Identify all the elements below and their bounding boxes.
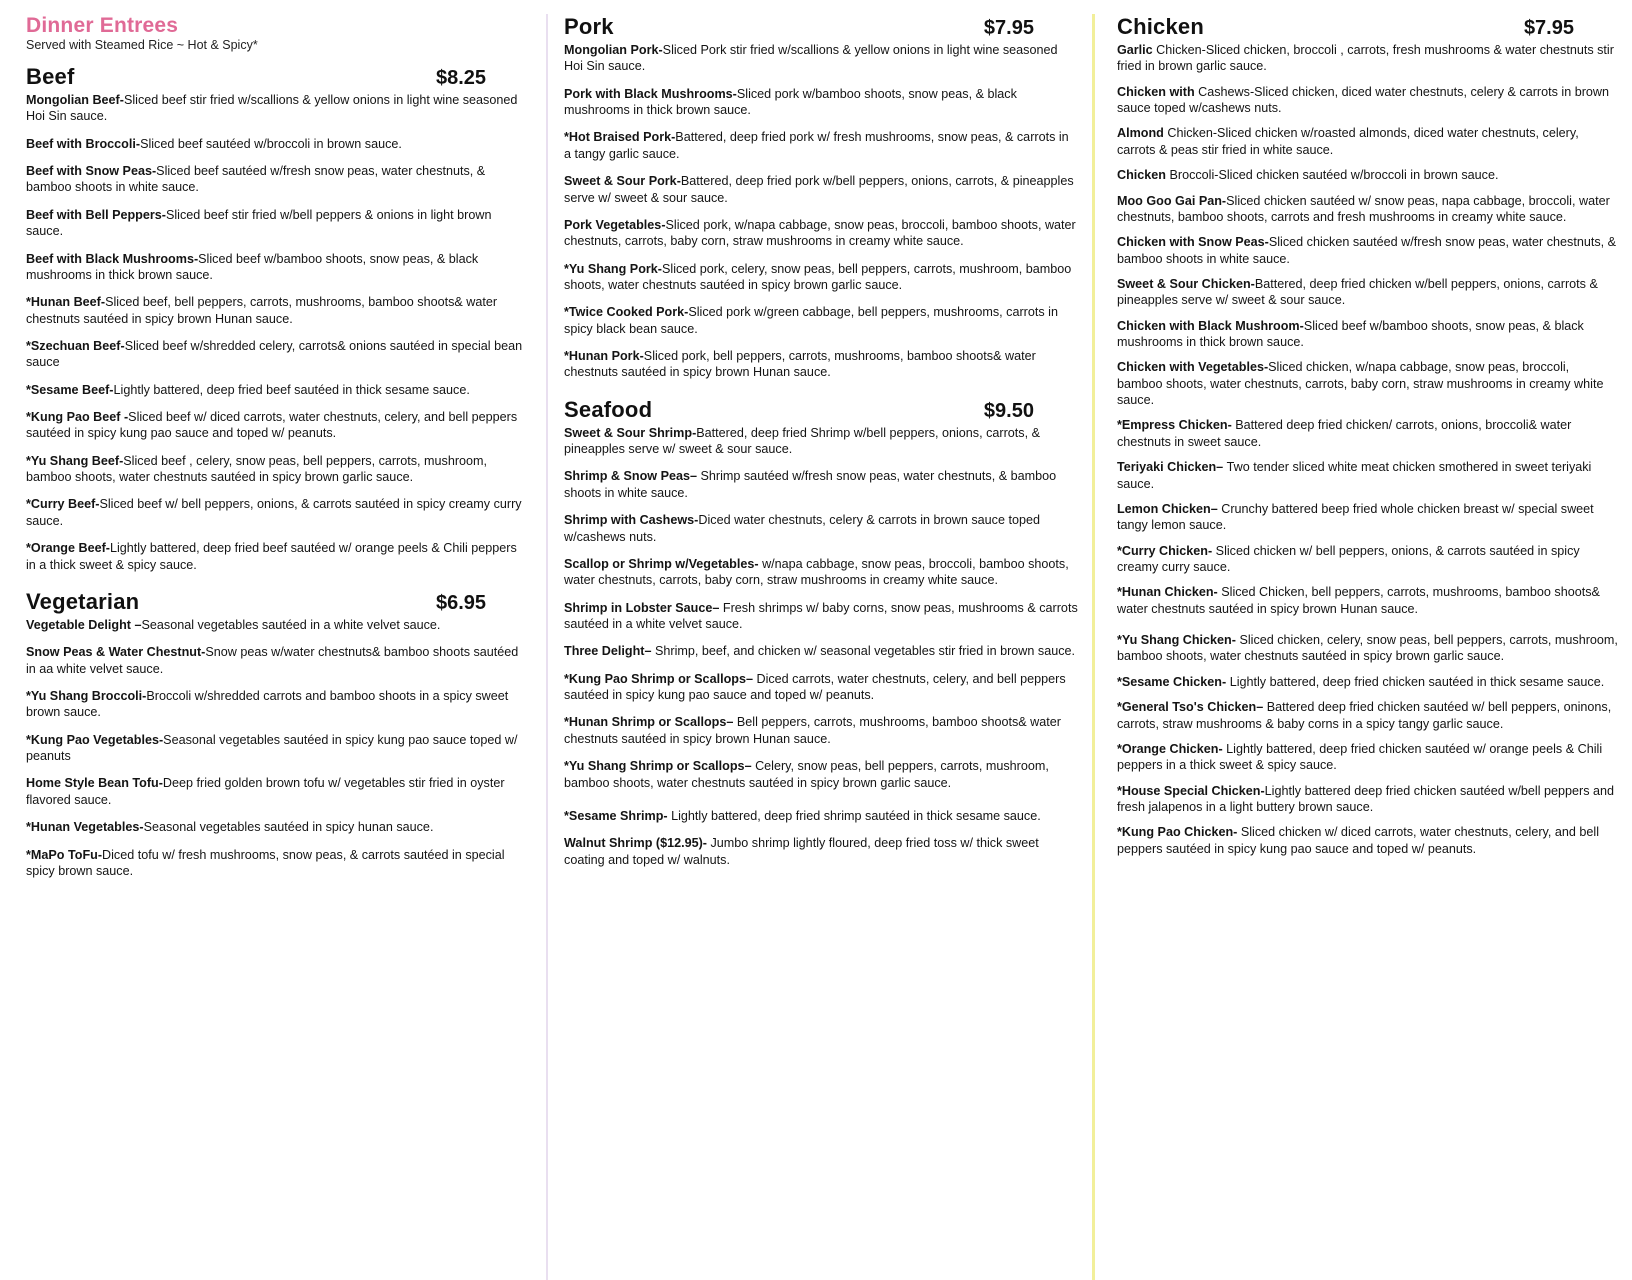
menu-item-name: *Kung Pao Chicken- (1116, 825, 1241, 840)
menu-item (1117, 84, 1618, 117)
menu-item-desc: Sliced pork, bell peppers, carrots, mushrooms, bamboo shoots& water chestnuts sautéed in spicy brown Hunan sauce. (564, 349, 1036, 380)
menu-item (1117, 167, 1618, 183)
item-list-seafood (564, 425, 1078, 868)
menu-item (564, 86, 1078, 119)
menu-item (564, 348, 1078, 381)
menu-item-desc: Sliced Chicken, bell peppers, carrots, mushrooms, bamboo shoots& water chestnuts sautéed in spicy brown Hunan sauce. (1116, 585, 1600, 616)
menu-item (1117, 699, 1618, 732)
section-price-beef: $8.25 (435, 67, 487, 89)
menu-item-name: Shrimp & Snow Peas– (564, 469, 701, 484)
menu-item-name: Walnut Shrimp ($12.95)- (564, 836, 711, 851)
dinner-entrees-header (26, 14, 530, 52)
item-list-beef (26, 92, 530, 573)
menu-item-desc: Seasonal vegetables sautéed in spicy hunan sauce. (143, 820, 434, 835)
menu-item-name: Moo Goo Gai Pan- (1116, 193, 1227, 208)
menu-item-desc: Two tender sliced white meat chicken smothered in sweet teriyaki sauce. (1116, 460, 1592, 491)
menu-item-name: *Sesame Shrimp- (564, 808, 672, 823)
menu-item-name: Teriyaki Chicken– (1116, 460, 1227, 475)
menu-item-name: Beef with Black Mushrooms- (26, 251, 199, 266)
menu-item-desc: Lightly battered, deep fried beef sautéed in thick sesame sauce. (113, 382, 470, 397)
menu-item-name: *Curry Beef- (26, 497, 100, 512)
menu-item-name: Chicken with Snow Peas- (1116, 235, 1269, 250)
menu-item-desc: Sliced beef w/ bell peppers, onions, & carrots sautéed in spicy creamy curry sauce. (26, 497, 522, 528)
menu-item-desc: Sliced beef w/bamboo shoots, snow peas, & black mushrooms in thick brown sauce. (1116, 318, 1584, 350)
menu-item (1117, 783, 1618, 816)
menu-item (26, 294, 530, 327)
menu-item-name: *Yu Shang Chicken- (1116, 633, 1240, 648)
menu-item (26, 251, 530, 284)
menu-item (26, 409, 530, 442)
section-price-pork: $7.95 (983, 17, 1034, 39)
menu-item (26, 819, 530, 835)
menu-item-desc: Sliced beef w/ diced carrots, water chestnuts, celery, and bell peppers sautéed in spicy kung pao sauce and toped w/ peanuts. (26, 410, 518, 441)
menu-item-desc: Sliced chicken, celery, snow peas, bell peppers, carrots, mushroom, bamboo shoots, water chestnuts sautéed in spicy brown garlic sauce. (1116, 633, 1618, 664)
menu-item (26, 207, 530, 240)
menu-item (26, 136, 530, 152)
menu-item-desc: Sliced beef , celery, snow peas, bell peppers, carrots, mushroom, bamboo shoots, water chestnuts sautéed in spicy brown garlic sauce. (26, 453, 488, 485)
menu-item (26, 382, 530, 398)
menu-item-name: Three Delight– (564, 644, 655, 659)
menu-item (1117, 234, 1618, 267)
menu-item-desc: w/napa cabbage, snow peas, broccoli, bamboo shoots, water chestnuts, carrots, baby corn, straw mushrooms in creamy white sauce. (564, 556, 1069, 588)
menu-item-desc: Deep fried golden brown tofu w/ vegetables stir fried in oyster flavored sauce. (26, 776, 505, 807)
menu-item (564, 261, 1078, 294)
menu-item (1117, 543, 1618, 576)
menu-item-name: Scallop or Shrimp w/Vegetables- (564, 556, 763, 571)
item-list-pork (564, 42, 1078, 381)
menu-item (26, 92, 530, 125)
menu-item-name: Sweet & Sour Chicken- (1116, 276, 1255, 291)
menu-item-name: Beef with Bell Peppers- (26, 207, 166, 222)
menu-item (564, 304, 1078, 337)
menu-item (564, 714, 1078, 747)
menu-item-desc: Sliced beef sautéed w/fresh snow peas, water chestnuts, & bamboo shoots in white sauce. (26, 164, 486, 195)
section-header-chicken (1117, 14, 1618, 40)
menu-item (1117, 42, 1618, 75)
column-right (1092, 14, 1624, 1280)
menu-item-name: *Yu Shang Broccoli- (26, 688, 147, 703)
menu-item-name: *Hunan Shrimp or Scallops– (564, 715, 737, 730)
menu-item (26, 496, 530, 529)
menu-item-desc: Broccoli w/shredded carrots and bamboo shoots in a spicy sweet brown sauce. (26, 688, 509, 720)
menu-item-desc: Lightly battered, deep fried chicken sautéed w/ orange peels & Chili peppers in a thick sweet & spicy sauce. (1116, 741, 1603, 773)
menu-item-desc: Lightly battered, deep fried shrimp sautéed in thick sesame sauce. (671, 808, 1041, 823)
menu-item-name: *Curry Chicken- (1116, 543, 1216, 558)
menu-item-desc: Battered deep fried chicken/ carrots, onions, broccoli& water chestnuts in sweet sauce. (1116, 418, 1572, 449)
section-title-seafood: Seafood (564, 396, 653, 422)
menu-item (564, 42, 1078, 75)
menu-item-desc: Sliced beef w/bamboo shoots, snow peas, & black mushrooms in thick brown sauce. (26, 251, 479, 282)
menu-item-name: *Kung Pao Shrimp or Scallops– (564, 671, 757, 686)
menu-item (1117, 824, 1618, 857)
menu-item (1117, 741, 1618, 774)
menu-item (1117, 632, 1618, 665)
menu-item-desc: Battered, deep fried chicken w/bell peppers, onions, carrots & pineapples serve w/ sweet & sour sauce. (1116, 276, 1598, 308)
menu-item-desc: Battered, deep fried pork w/bell peppers, onions, carrots, & pineapples serve w/ sweet & sour sauce. (564, 174, 1074, 205)
menu-item-name: Pork with Black Mushrooms- (564, 86, 737, 101)
menu-item-name: *Hunan Chicken- (1116, 585, 1222, 600)
menu-item-desc: Sliced pork w/green cabbage, bell peppers, mushrooms, carrots in spicy black bean sauce. (564, 305, 1058, 336)
menu-item-name: *Sesame Beef- (26, 382, 114, 397)
menu-item-desc: Diced carrots, water chestnuts, celery, and bell peppers sautéed in spicy kung pao sauce and toped w/ peanuts. (564, 671, 1066, 703)
item-list-vegetarian (26, 617, 530, 879)
menu-item (26, 775, 530, 808)
menu-item (26, 617, 530, 633)
menu-item (1117, 584, 1618, 617)
menu-item (564, 671, 1078, 704)
menu-item (26, 847, 530, 880)
menu-item-desc: Sliced chicken sautéed w/ snow peas, napa cabbage, broccoli, water chestnuts, bamboo shoots, carrots and fresh mushrooms in creamy white sauce. (1116, 193, 1610, 224)
menu-item-name: Mongolian Pork- (564, 43, 663, 57)
item-list-chicken (1117, 42, 1618, 857)
menu-item-desc: Bell peppers, carrots, mushrooms, bamboo shoots& water chestnuts sautéed in spicy brown Hunan sauce. (564, 715, 1061, 746)
menu-item-name: *Twice Cooked Pork- (564, 305, 689, 320)
menu-item-name: *Sesame Chicken- (1116, 674, 1230, 689)
menu-item-desc: Diced tofu w/ fresh mushrooms, snow peas, & carrots sautéed in special spicy brown sauce. (26, 847, 505, 878)
menu-item-desc: Battered deep fried chicken sautéed w/ bell peppers, oninons, carrots, straw mushrooms & baby corns in a spicy tangy garlic sauce. (1116, 700, 1612, 731)
menu-item-desc: Sliced pork, celery, snow peas, bell peppers, carrots, mushroom, bamboo shoots, water chestnuts sautéed in spicy brown garlic sauce. (564, 261, 1072, 292)
menu-item-desc: Lightly battered, deep fried beef sautéed w/ orange peels & Chili peppers in a thick sweet & spicy sauce. (26, 541, 517, 572)
menu-item (564, 173, 1078, 206)
menu-item-name: Chicken with Vegetables- (1116, 360, 1269, 375)
menu-item-desc: Crunchy battered beep fried whole chicken breast w/ special sweet tangy lemon sauce. (1116, 501, 1594, 533)
menu-item-name: Home Style Bean Tofu- (26, 776, 163, 791)
menu-item (1117, 459, 1618, 492)
dinner-entrees-title: Dinner Entrees (26, 14, 179, 37)
menu-item-desc: Sliced chicken w/ diced carrots, water chestnuts, celery, and bell peppers sautéed in spicy kung pao sauce and toped w/ peanuts. (1116, 825, 1599, 856)
menu-item (564, 512, 1078, 545)
menu-item-name: *House Special Chicken- (1116, 783, 1265, 798)
menu-item (26, 688, 530, 721)
menu-item (1117, 125, 1618, 158)
menu-item-desc: Battered, deep fried Shrimp w/bell peppers, onions, carrots, & pineapples serve w/ sweet & sour sauce. (564, 425, 1040, 457)
menu-item-name: *Kung Pao Beef - (26, 410, 129, 425)
menu-item-name: *Hunan Vegetables- (26, 820, 144, 835)
menu-item-name: Snow Peas & Water Chestnut- (26, 645, 206, 660)
section-price-chicken: $7.95 (1523, 17, 1574, 39)
menu-item-name: *Hot Braised Pork- (564, 130, 676, 145)
menu-item-name: *General Tso's Chicken– (1116, 700, 1267, 715)
menu-item (564, 835, 1078, 868)
section-title-beef: Beef (26, 64, 75, 89)
menu-item-desc: Lightly battered, deep fried chicken sautéed in thick sesame sauce. (1229, 674, 1605, 689)
menu-item-desc: Shrimp, beef, and chicken w/ seasonal vegetables stir fried in brown sauce. (655, 644, 1076, 659)
menu-item-desc: Sliced beef w/shredded celery, carrots& onions sautéed in special bean sauce (26, 338, 523, 370)
menu-item (1117, 318, 1618, 351)
menu-item-name: Mongolian Beef- (26, 93, 124, 107)
menu-item-desc: Cashews-Sliced chicken, diced water chestnuts, celery & carrots in brown sauce toped w/cashews nuts. (1116, 84, 1610, 116)
menu-item-desc: Sliced pork, w/napa cabbage, snow peas, broccoli, bamboo shoots, water chestnuts, carrots, baby corn, straw mushrooms in creamy white sauce. (564, 217, 1076, 249)
section-title-chicken: Chicken (1116, 14, 1204, 39)
section-header-beef (26, 64, 530, 90)
menu-item-name: *Yu Shang Beef- (26, 453, 124, 468)
menu-item-desc: Fresh shrimps w/ baby corns, snow peas, mushrooms & carrots sautéed in a white velvet sauce. (564, 600, 1078, 631)
menu-item (1117, 674, 1618, 690)
menu-item (1117, 193, 1618, 226)
dinner-entrees-subtitle: Served with Steamed Rice ~ Hot & Spicy* (26, 38, 258, 52)
menu-item (564, 129, 1078, 162)
menu-item (26, 338, 530, 371)
menu-item-name: *Orange Beef- (26, 541, 110, 556)
menu-item (564, 600, 1078, 633)
menu-item-desc: Celery, snow peas, bell peppers, carrots, mushroom, bamboo shoots, water chestnuts sautéed in spicy brown garlic sauce. (564, 759, 1049, 790)
menu-item-name: Shrimp with Cashews- (564, 513, 699, 528)
menu-item-name: *Hunan Pork- (564, 349, 644, 364)
menu-item-desc: Sliced beef stir fried w/scallions & yellow onions in light wine seasoned Hoi Sin sauce. (26, 93, 518, 124)
menu-item-desc: Chicken-Sliced chicken w/roasted almonds, diced water chestnuts, celery, carrots & peas stir fried in white sauce. (1116, 126, 1579, 157)
menu-item-name: Chicken with (1116, 84, 1195, 99)
menu-item-desc: Diced water chestnuts, celery & carrots in brown sauce toped w/cashews nuts. (564, 513, 1040, 544)
menu-item-name: *Szechuan Beef- (26, 338, 125, 353)
menu-item (564, 808, 1078, 824)
menu-item-name: Sweet & Sour Shrimp- (564, 425, 697, 440)
menu-item-desc: Seasonal vegetables sautéed in a white velvet sauce. (141, 617, 441, 632)
menu-item (564, 556, 1078, 589)
menu-item-desc: Sliced chicken w/ bell peppers, onions, & carrots sautéed in spicy creamy curry sauce. (1116, 543, 1580, 574)
menu-item-name: Beef with Broccoli- (26, 136, 141, 151)
menu-item (564, 758, 1078, 791)
menu-item (1117, 501, 1618, 534)
menu-item-desc: Shrimp sautéed w/fresh snow peas, water chestnuts, & bamboo shoots in white sauce. (564, 469, 1057, 500)
column-middle (546, 14, 1092, 1280)
menu-item-desc: Sliced pork w/bamboo shoots, snow peas, & black mushrooms in thick brown sauce. (564, 86, 1017, 118)
menu-item-name: Lemon Chicken– (1116, 501, 1222, 516)
menu-item-name: Garlic (1116, 43, 1153, 57)
menu-item (564, 217, 1078, 250)
menu-item-desc: Sliced Pork stir fried w/scallions & yellow onions in light wine seasoned Hoi Sin sauce. (564, 43, 1058, 74)
menu-item (564, 425, 1078, 458)
menu-item-name: Chicken with Black Mushroom- (1116, 318, 1304, 333)
menu-item-name: Chicken (1116, 168, 1166, 183)
menu-item (1117, 417, 1618, 450)
menu-item-name: *Empress Chicken- (1116, 418, 1236, 433)
menu-item (26, 540, 530, 573)
menu-item-name: Pork Vegetables- (564, 217, 666, 232)
menu-item-name: Beef with Snow Peas- (26, 164, 157, 179)
menu-item (26, 644, 530, 677)
menu-item (26, 163, 530, 196)
menu-item-name: *Kung Pao Vegetables- (26, 732, 164, 747)
menu-item-desc: Chicken-Sliced chicken, broccoli , carrots, fresh mushrooms & water chestnuts stir fried in brown garlic sauce. (1116, 43, 1614, 74)
menu-item-name: *Hunan Beef- (26, 295, 106, 310)
menu-item-desc: Sliced beef sautéed w/broccoli in brown sauce. (140, 136, 402, 151)
menu-item (26, 732, 530, 765)
menu-item-desc: Seasonal vegetables sautéed in spicy kung pao sauce toped w/ peanuts (26, 732, 518, 764)
menu-item-desc: Sliced beef, bell peppers, carrots, mushrooms, bamboo shoots& water chestnuts sautéed in spicy brown Hunan sauce. (26, 295, 498, 326)
menu-item-name: Vegetable Delight – (26, 617, 142, 632)
menu-item (26, 453, 530, 486)
menu-item-desc: Lightly battered deep fried chicken sautéed w/bell peppers and fresh jalapenos in a light buttery brown sauce. (1116, 783, 1615, 814)
column-left (8, 14, 546, 1280)
menu-item-name: *MaPo ToFu- (26, 847, 103, 862)
section-price-vegetarian: $6.95 (435, 591, 487, 614)
menu-item-desc: Sliced beef stir fried w/bell peppers & onions in light brown sauce. (26, 207, 492, 239)
section-header-pork (564, 14, 1078, 40)
menu-item-name: Almond (1116, 126, 1164, 141)
menu-item-name: Sweet & Sour Pork- (564, 174, 681, 189)
section-header-vegetarian (26, 589, 530, 615)
section-title-vegetarian: Vegetarian (26, 588, 140, 614)
menu-item (1117, 276, 1618, 309)
menu-item (564, 643, 1078, 659)
menu-item-desc: Battered, deep fried pork w/ fresh mushrooms, snow peas, & carrots in a tangy garlic sauce. (564, 130, 1069, 161)
section-header-seafood (564, 397, 1078, 423)
menu-item-desc: Jumbo shrimp lightly floured, deep fried toss w/ thick sweet coating and toped w/ walnuts. (564, 836, 1039, 867)
menu-item-desc: Sliced chicken, w/napa cabbage, snow peas, broccoli, bamboo shoots, water chestnuts, carrots, baby corn, straw mushrooms in creamy white sauce. (1116, 360, 1604, 408)
menu-item (564, 468, 1078, 501)
menu-item-name: *Orange Chicken- (1116, 741, 1227, 756)
menu-item-name: *Yu Shang Pork- (564, 261, 662, 276)
section-price-seafood: $9.50 (983, 399, 1034, 422)
menu-item-desc: Sliced chicken sautéed w/fresh snow peas, water chestnuts, & bamboo shoots in white sauce. (1116, 235, 1617, 266)
menu-item-desc: Broccoli-Sliced chicken sautéed w/broccoli in brown sauce. (1165, 168, 1499, 183)
menu-item-name: Shrimp in Lobster Sauce– (564, 600, 723, 615)
menu-item (1117, 359, 1618, 408)
menu-item-name: *Yu Shang Shrimp or Scallops– (564, 759, 756, 774)
menu-item-desc: Snow peas w/water chestnuts& bamboo shoots sautéed in aa white velvet sauce. (26, 645, 519, 676)
section-title-pork: Pork (564, 14, 614, 39)
